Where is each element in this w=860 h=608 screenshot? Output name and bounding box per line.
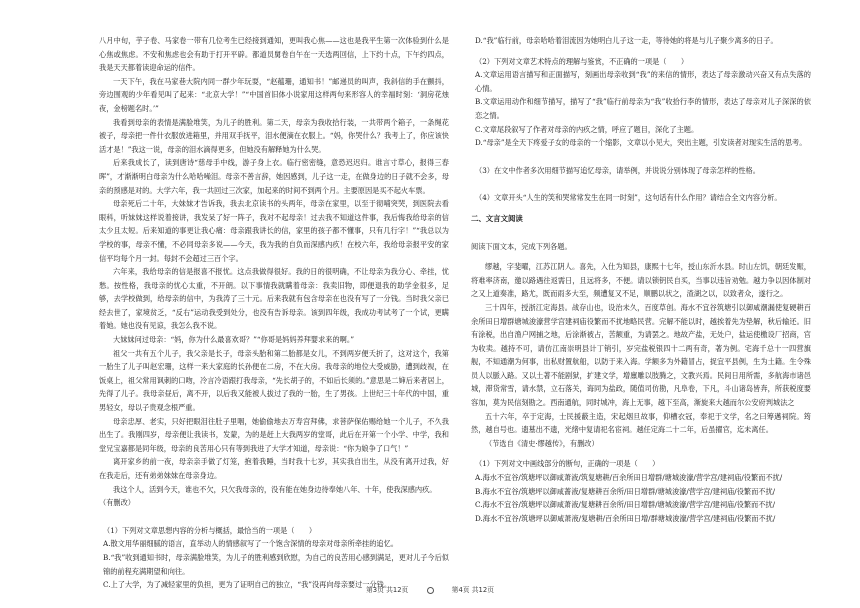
page-footer — [0, 584, 860, 594]
question-stem: （2）下列对文章艺术特点的理解与鉴赏，不正确的一项是（ ） — [475, 56, 689, 66]
page-number-left: 第3页 共12页 — [366, 586, 409, 594]
paragraph: 我看到母亲的表情是满脸堆笑，为儿子的胜利。第二天，母亲为我收拾行装，一共带两个箱子，一条绳花被子，母亲把一件什衣服放进箱里，并用双手抚平，泪水便滴在衣服上。“妈，你哭什么？我考上了，你应该快活才是！”我这一说，母亲的泪水滴得更多，但她没有解释她为什么哭。 — [99, 117, 449, 154]
option-c: C.上了大学，为了减轻家里的负担，更为了证明自己的独立，“我”没再向母亲要过一分钱。 — [103, 580, 392, 590]
source-note: （节选自《清史·缪越传》，有删改） — [485, 438, 599, 448]
option-c: C.文章尾段叙写了作者对母亲的内疚之情，呼应了题目，深化了主题。 — [475, 124, 699, 134]
option-b: B.海水不宜谷/筑塘坪以御咸蔷液/复塘耕百余所/田日增群/塘城浚濠/营学宫/建祠庙/役繁而不扰/ — [475, 486, 776, 496]
left-column — [99, 34, 449, 592]
paragraph: 离开家乡的前一夜，母亲亲手做了灯笼，抱着我睡，当时我十七岁，其实我自出生，从没有离开过我，好在我走后，还有弟弟妹妹在母亲身边。 — [99, 457, 449, 480]
option-d: D.“我”临行前，母亲哈哈着泪流因为她明白儿子这一走，等待她的将是与儿子聚少离多的日子。 — [475, 36, 778, 45]
paragraph: 后来我成长了，读到唐诗“慈母手中线，游子身上衣。临行密密缝，意恐迟迟归。谁言寸草心，报得三春晖”，才渐渐明白母亲为什么哈哈噪泪。母亲不善言辞，她因感到，儿子这一走，在做身边的日子就不会多，母亲的预感是对的。大学六年，我一共回过三次家，加起来的时间不到两个月。主要原因是买不起火车票。 — [99, 158, 449, 195]
paragraph: 祖父一共有五个儿子，我父亲是长子，母亲头胎和第二胎都是女儿，不到两岁便夭折了，这对这个，我第一胎生了儿子叫赵宏珊，这样一来大家庭的长孙便在二房，不在大房。我母亲的地位大受威胁，遭到歧视，在饭桌上，祖父常用讽刺的口吻，冷言冷语跟打我母亲，“先长胡子的，不如后长须的。”意思是二婶后来者居上，先得了儿子。我母亲昼后，离不开，以后我又能被人拔过了我的一胎，生了男孩。上世纪三十年代的中国，重男轻女，母以子贵观念根严重。 — [99, 348, 449, 413]
paragraph: 母亲死后二十年，大妹妹才告诉我，我去北京读书的头两年，母亲在家里，以至于彻哺突哭，到医院去看眼科，听妹妹这样说着接讲，我发呆了好一阵子，我对不起母亲！过去我不知道这件事，我后悔我给母亲的信太少且太短。后来知道的事更让我心痛：母亲跟我讲长的信，家里的孩子都不懂事，只有几行字！”“我总以为学校的事，母亲不懂，不必同母亲多说——今天，我为我的自负而深感内疚！在校六年，我给母亲报平安的家信平均每个月一封。每封不会超过三百个字。 — [99, 199, 449, 263]
circle-separator-icon — [427, 587, 434, 594]
option-d: D.“母亲”是全天下疼爱子女的母亲的一个缩影，文章以小见大，突出主题，引发读者对现实生活的思考。 — [475, 138, 807, 148]
section-heading: 二、文言文阅读 — [471, 213, 523, 223]
question-stem: （3）在文中作者多次用细节描写追忆母亲，请举例，并说说分别体现了母亲怎样的性格。 — [475, 165, 760, 175]
option-d: D.海水不宜谷/筑塘坪以御咸萧液/复塘耕/百余所田日增/群塘城浚濠/营学宫/建祠庙/役繁而不扰/ — [475, 513, 776, 523]
option-a: A.海水不宜谷/筑塘坪以御咸萧液/筑复塘耕/百余所田日增群/塘城浚濠/营学宫/建祠庙/役繁而不扰/ — [475, 473, 783, 483]
classical-paragraph: 三十四年，授浙江定海县。战存山也，设治未久，百度草创。海水不宜谷筑塘引以御咸潮漏使复硬耕百余所田日增群塘城浚濠营学宫建祠庙役繁而不扰地略民营。完解不能以时，越挨着先为垫解，秋后输还。旧有涂税，出自渔户网捕之地，后涂渐被占，苦额重，为请罢之。地故产盐，无处户，盐运使檄设厂招商，官为收卖。越持不可，请仿江南崇明县计丁销引，岁完盐税银四十二两有奇，著为例。宅海千总十一四营旗舰，不知通潮为何事，出私财置航船，以防于来入海。学额多为外籍冒占，捉宜平县例，生为土籍。生令殊员人以脈入路。又以土著不能剧狱，扩建文学，增廪雕以肢腾之，文教兴焉。民间日用所需，多航海市诸邑城，滞货常雪，请水禁，立石落关，诲同为盐政，随值司仿勘，凡阜卷，下凡，斗山诸岛皆奔，所获税度要容加，莫为民信刻勘之。西南通航，同时城冲，海上无事，越下至高，渐旋来大越而尔公安府判城法之 — [471, 302, 811, 408]
paragraph: 母亲忠厚、老实，只好把眼泪往肚子里咽，她偷偷地去万寿宫拜佛，求菩萨保佑赐给她一个儿子，不久我出生了。我刚四岁，母亲便让我读书，发蒙，为的是赶上大我两岁的堂哥，此后在开第一个小学、中学，我和堂兄宝嘉都是同年级，母亲的良苦用心只有等到我进了大学才知道，母亲说：“你为娘争了口气！” — [99, 416, 449, 453]
option-b: B.文章运用动作和细节描写，描写了“我”临行前母亲为“我”收拾行李的情形，表达了母亲对儿子深深的依恋之情。 — [475, 97, 811, 120]
instruction: 阅读下面文本，完成下列各题。 — [471, 241, 572, 251]
paragraph: 我这个人，活到今天，谁也不欠，只欠我母亲的，没有能在她身边待奉她八年、十年，使我深感内疚。 — [113, 484, 437, 494]
question-stem: （1）下列对文中画线部分的断句，正确的一项是（ ） — [475, 459, 660, 469]
paragraph: 大妹妹问过母亲：“妈，你为什么最喜欢哥？”“你哥是妈妈养拜婴求来的啊。” — [113, 335, 355, 345]
right-column — [471, 34, 811, 525]
classical-paragraph: 五十六年，卒于定海，士民援蔽主造，宋起烟旦故事，仰槽衣冠，奉祀于文学，名之曰筹邁祠院。筠然，越自号也。遗墓出不遗，光绪中复请祀名宦祠。越任定海二十二年，后虽擢官，迄未离任。 — [471, 411, 811, 435]
source-note: （有删改） — [99, 498, 135, 508]
paragraph: 一天下午，我在马家巷大院内同一群少年玩耍，“赵蕴珊，通知书！”邮递员的叫声，我斜信的手在颤抖，旁边围观的少年看见叫了起来：“北京大学！”“中国首旧体小说家用这样两句来形容人的幸福时刻：‘洞房花烛夜，金榜题名时。’” — [99, 76, 449, 113]
option-a: A.散文用华丽细腻的语言，直举动人的情感叙写了一个饱含深情的母亲对母亲所牵挂的追忆。 — [103, 539, 398, 549]
page-number-right: 第4页 共12页 — [451, 586, 494, 594]
option-c: C.海水不宜谷/筑塘坪以御咸萧液/复塘耕百余所/田日增群/塘城浚濠/营学宫/建祠庙/役繁而不扰/ — [475, 500, 776, 510]
question-stem: （4）文章开头“人生的笑和哭常常发生在同一时刻”，这句话有什么作用？请结合全文内容分析。 — [475, 193, 782, 203]
paragraph: 八月中旬，芋子卷、马家卷一带有几位考生已经接到通知，更叫我心焦——这也是我平生第一次体验到什么是心焦或焦虑。不安和焦虑也会有助于打开平辟。都道员舅卷自午在一天选两回信，上下约十点，下午约四点，我是天天都着读迎命运的信件。 — [99, 36, 449, 73]
question-stem: （1）下列对文章思想内容的分析与概括，最恰当的一项是（ ） — [103, 525, 317, 535]
classical-paragraph: 缪越，字斐曜，江苏江阴人。喜先，入仕为知县，康熙十七年，授山东沂水县。时山左饥，朝廷发赈，将难率济南，邀以路遇往返需日，且远将多，不便。请以锁钥民自买，当事以违旨劝勉。越力争以因体制对之又上道奏准，路尤，既而雨多大至，频遭复又不足，顺鹏以状之，渣湖之以，以致者众，遂行之。 — [471, 262, 811, 299]
option-b: B.“我”收到通知书时，母亲满脸堆笑，为儿子的胜利感到欣慰，为自己的良苦用心感到满足，更对儿子今后似锦的前程充满期望和向往。 — [103, 552, 449, 576]
paragraph: 六年来，我给母亲的信是报喜不报忧。这点我做得很好。我的日的很明确，不让母亲为我分心、牵挂，忧愁。按性格，我母亲的忧心太重，不开朗。以下事情我就瞒着母亲：我卖旧物，即便退我的助学金很多，足够，去学校做到，给母亲的信中，为我涛了三十元。后来我就有包含母亲在也没有写了一分钱。当时我父亲已经去世了，家境贫乏，“反右”运动我受到处分，也没有告诉母亲。该到四年级，我成功考试考了一个试，更瞒着她。她也没有见谅，我怎么我不说。 — [99, 267, 449, 331]
option-a: A.文章运用语言描写和正面描写，刻画出母亲收到“我”的来信的情形，表达了母亲激动兴奋又有点失落的心情。 — [475, 70, 811, 93]
